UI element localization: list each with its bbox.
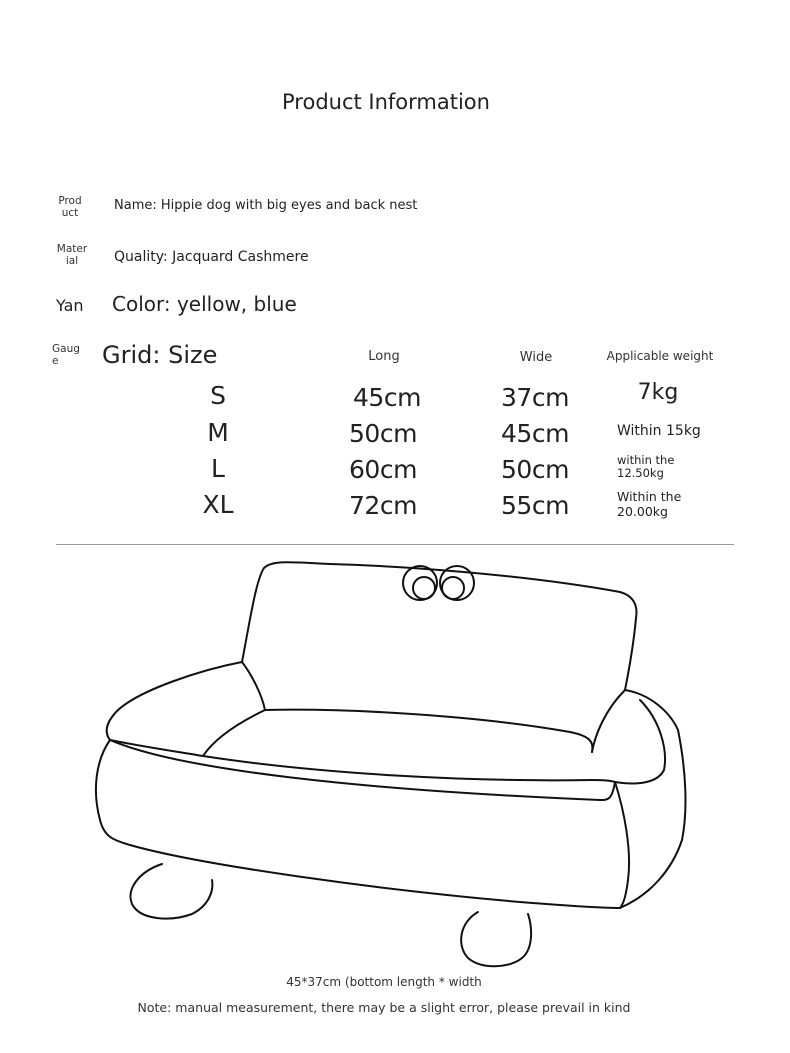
weight-m: Within 15kg: [617, 423, 701, 439]
spec-label-gauge: Gaug e: [52, 343, 80, 367]
weight-xl: Within the 20.00kg: [617, 489, 682, 519]
size-s: S: [210, 381, 226, 410]
wide-m: 45cm: [501, 419, 569, 448]
size-l: L: [211, 454, 225, 483]
size-m: M: [207, 418, 229, 447]
spec-value-material: Quality: Jacquard Cashmere: [114, 249, 309, 265]
weight-s: 7kg: [637, 380, 679, 405]
header-wide: Wide: [519, 350, 553, 365]
spec-value-color: Color: yellow, blue: [112, 292, 297, 316]
spec-value-grid: Grid: Size: [102, 341, 218, 369]
size-xl: XL: [202, 490, 234, 519]
spec-label-product: Prod uct: [58, 195, 82, 219]
long-s: 45cm: [353, 383, 421, 412]
page-title: Product Information: [282, 90, 490, 114]
long-xl: 72cm: [349, 491, 417, 520]
spec-label-material: Mater ial: [56, 243, 88, 267]
measurement-note: Note: manual measurement, there may be a slight error, please prevail in kind: [137, 1000, 631, 1015]
header-applicable-weight: Applicable weight: [606, 349, 714, 363]
wide-xl: 55cm: [501, 491, 569, 520]
long-l: 60cm: [349, 455, 417, 484]
spec-label-color: Yan: [56, 296, 84, 315]
spec-value-name: Name: Hippie dog with big eyes and back nest: [114, 198, 418, 213]
dimension-caption: 45*37cm (bottom length * width: [286, 975, 482, 989]
weight-l: within the 12.50kg: [617, 453, 675, 480]
header-long: Long: [368, 349, 400, 364]
wide-s: 37cm: [501, 383, 569, 412]
long-m: 50cm: [349, 419, 417, 448]
wide-l: 50cm: [501, 455, 569, 484]
